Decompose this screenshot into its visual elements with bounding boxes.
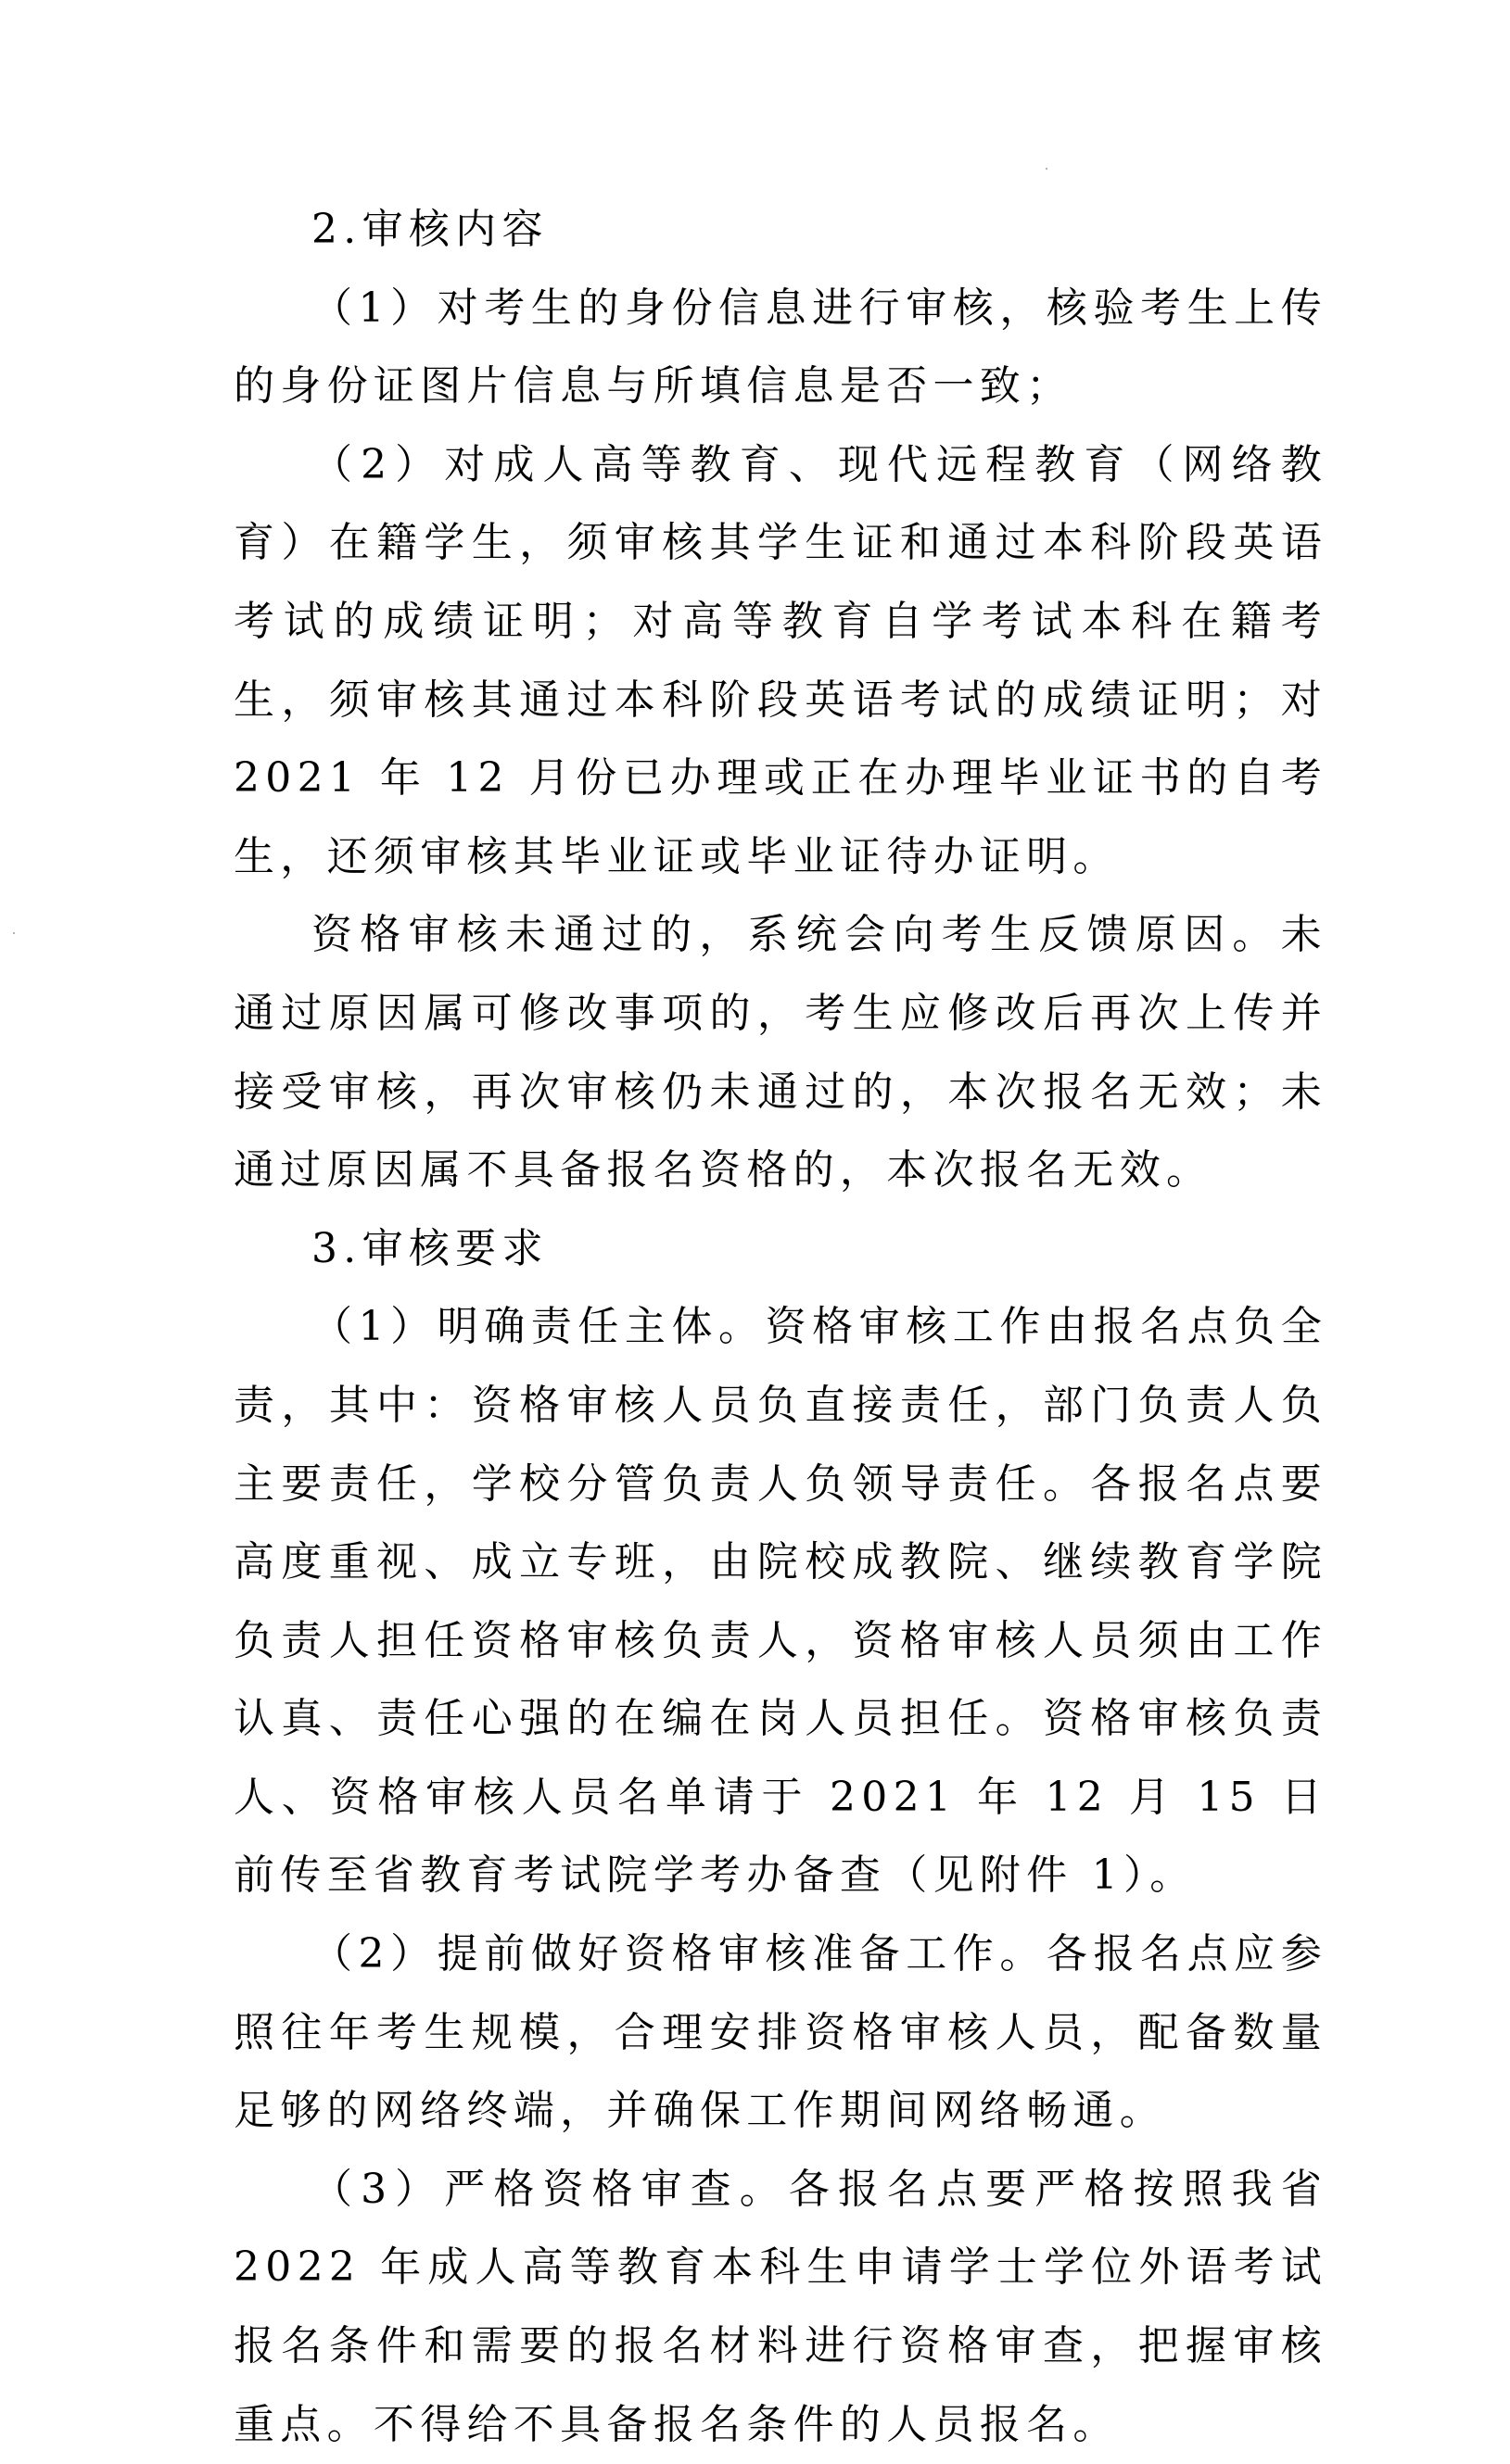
- scan-speck: [13, 932, 15, 934]
- section-3-paragraph-1: （1）明确责任主体。资格审核工作由报名点负全责，其中：资格审核人员负直接责任，部门负责人负主要责任，学校分管负责人负领导责任。各报名点要高度重视、成立专班，由院校成教院、继续教育学院负责人担任资格审核负责人，资格审核人员须由工作认真、责任心强的在编在岗人员担任。资格审核负责人、资格审核人员名单请于 2021 年 12 月 15 日前传至省教育考试院学考办备查（见附件 1）。: [234, 1303, 1327, 1900]
- section-2-paragraph-2: （2）对成人高等教育、现代远程教育（网络教育）在籍学生，须审核其学生证和通过本科阶段英语考试的成绩证明；对高等教育自学考试本科在籍考生，须审核其通过本科阶段英语考试的成绩证明；对 2021 年 12 月份已办理或正在办理毕业证书的自考生，还须审核其毕业证或毕业证待办证明。: [234, 440, 1327, 880]
- section-3-paragraph-3: （3）严格资格审查。各报名点要严格按照我省 2022 年成人高等教育本科生申请学士学位外语考试报名条件和需要的报名材料进行资格审查，把握审核重点。不得给不具备报名条件的人员报名。: [234, 2165, 1327, 2448]
- section-2-paragraph-1: （1）对考生的身份信息进行审核，核验考生上传的身份证图片信息与所填信息是否一致；: [234, 284, 1327, 411]
- section-2-paragraph-3: 资格审核未通过的，系统会向考生反馈原因。未通过原因属可修改事项的，考生应修改后再次上传并接受审核，再次审核仍未通过的，本次报名无效；未通过原因属不具备报名资格的，本次报名无效。: [234, 911, 1327, 1194]
- document-body: [234, 191, 1327, 2464]
- section-2-heading: 2.审核内容: [311, 206, 549, 253]
- section-3-paragraph-2: （2）提前做好资格审核准备工作。各报名点应参照往年考生规模，合理安排资格审核人员，配备数量足够的网络终端，并确保工作期间网络畅通。: [234, 1930, 1327, 2135]
- section-3-heading: 3.审核要求: [311, 1224, 549, 1272]
- scan-speck: [1046, 168, 1047, 170]
